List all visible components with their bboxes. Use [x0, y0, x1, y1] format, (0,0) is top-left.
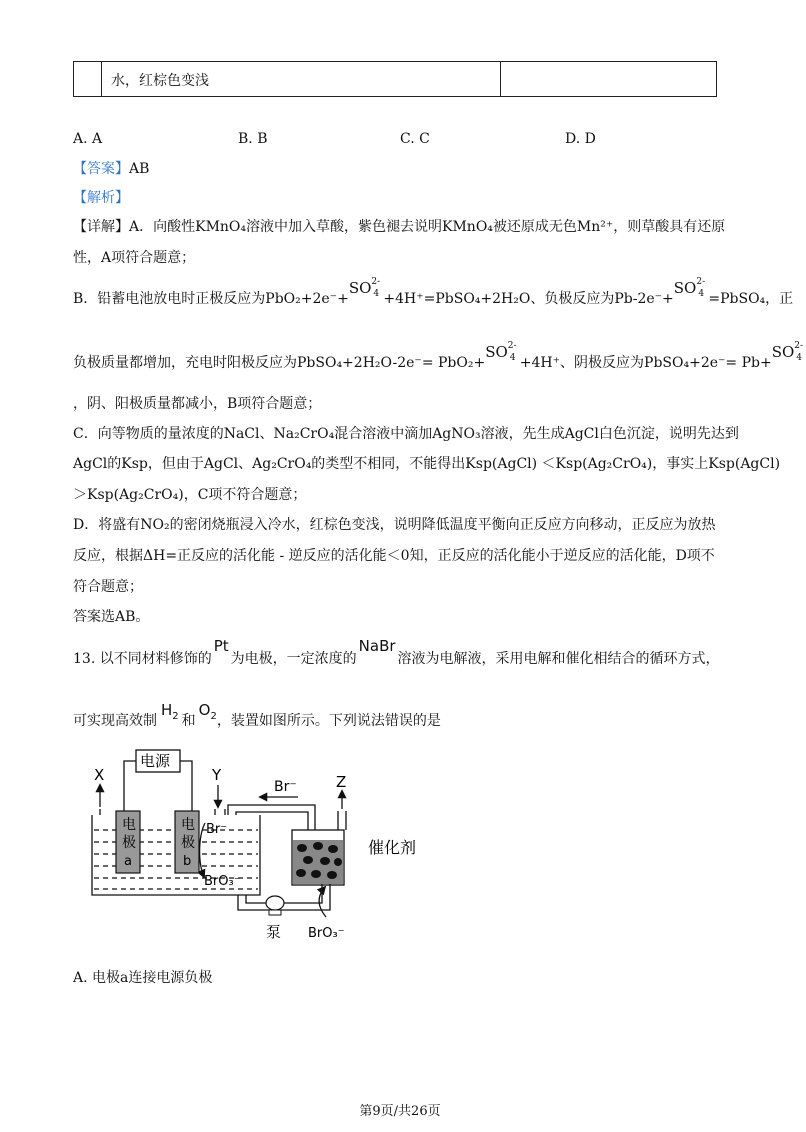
- catalyst-label: 催化剂: [368, 838, 417, 857]
- electrode-b-char-2: 极: [181, 835, 195, 851]
- x-label: X: [94, 766, 105, 784]
- detail-line-8: ＞Ksp(Ag₂CrO₄)，C项不符合题意；: [73, 487, 307, 503]
- detail-line-12: 答案选AB。: [73, 609, 150, 625]
- electrode-a-char-3: a: [124, 854, 132, 869]
- detail-text: B．铅蓄电池放电时正极反应为PbO₂+2e⁻+: [73, 291, 349, 307]
- pump-label: 泵: [266, 923, 282, 941]
- detail-line-6: C．向等物质的量浓度的NaCl、Na₂CrO₄混合溶液中滴加AgNO₃溶液，先生成AgCl白色沉淀，说明先达到: [73, 426, 739, 442]
- sulfate-charge: 2-: [696, 277, 706, 287]
- detail-text: 负极质量都增加，充电时阳极反应为PbSO₄+2H₂O-2e⁻= PbO₂+: [73, 355, 486, 371]
- bro3-out-label: BrO₃⁻: [308, 926, 345, 941]
- return-pipe: [228, 805, 315, 830]
- bro3-in-label: BrO₃⁻: [204, 874, 241, 889]
- detail-line-7: AgCl的Ksp，但由于AgCl、Ag₂CrO₄的类型不相同，不能得出Ksp(AgCl) ＜Ksp(Ag₂CrO₄)，事实上Ksp(AgCl): [73, 456, 781, 472]
- br-top-label: Br⁻: [274, 779, 297, 795]
- option-a: A. A: [73, 131, 103, 147]
- sulfate-base: SO: [485, 343, 508, 361]
- sulfate-formula: [674, 279, 709, 297]
- sulfate-base: SO: [348, 279, 372, 297]
- platinum-symbol: Pt: [213, 637, 229, 655]
- detail-line-3: [73, 277, 794, 308]
- sulfate-formula: [349, 279, 384, 297]
- sulfate-charge: 2-: [794, 341, 804, 351]
- sulfate-base: SO: [673, 279, 697, 297]
- sulfate-formula: [485, 343, 520, 361]
- option-b: B. B: [238, 131, 268, 147]
- choice-a: A. 电极a连接电源负极: [73, 970, 213, 986]
- oxygen-sub: 2: [210, 711, 217, 722]
- detail-line-11: 符合题意；: [73, 579, 143, 595]
- detail-line-9: D．将盛有NO₂的密闭烧瓶浸入冷水，红棕色变浅，说明降低温度平衡向正反应方向移动，正反应为放热: [73, 517, 716, 533]
- analysis-tag: 【解析】: [73, 190, 129, 206]
- pump-base: [269, 910, 281, 915]
- detail-line-4: [73, 341, 806, 372]
- z-label: Z: [336, 773, 347, 791]
- question-text: 13. 以不同材料修饰的: [73, 651, 212, 667]
- answer-table: [73, 61, 717, 97]
- wire-b: [180, 761, 192, 811]
- feed-pipe: [238, 883, 330, 910]
- sodium-bromide-symbol: NaBr: [358, 637, 396, 655]
- table-divider: [101, 62, 102, 96]
- y-label: Y: [212, 766, 222, 784]
- detail-line-10: 反应，根据ΔH=正反应的活化能 - 逆反应的活化能＜0知，正反应的活化能小于逆反应的活化能，D项不: [73, 548, 715, 564]
- detail-text: +4H⁺=PbSO₄+2H₂O、负极反应为Pb-2e⁻+: [383, 291, 674, 307]
- detail-line-5: ，阴、阳极质量都减小，B项符合题意；: [73, 396, 322, 412]
- electrolysis-apparatus-diagram: [70, 745, 450, 945]
- br-to-bro3-arrow: [200, 823, 205, 877]
- pump-body: [266, 896, 284, 910]
- detail-text: +4H⁺、阴极反应为PbSO₄+2e⁻= Pb+: [519, 355, 772, 371]
- sulfate-formula: [772, 343, 806, 361]
- question-text: 溶液为电解液，采用电解和催化相结合的循环方式，: [397, 651, 720, 667]
- power-label: 电源: [140, 752, 171, 770]
- sulfate-sub: 4: [796, 353, 803, 363]
- sulfate-charge: 2-: [507, 341, 517, 351]
- question-13-line-2: [73, 701, 441, 732]
- sulfate-sub: 4: [373, 289, 380, 299]
- option-c: C. C: [400, 131, 430, 147]
- question-text: ，装置如图所示。下列说法错误的是: [216, 713, 441, 729]
- sulfate-charge: 2-: [371, 277, 381, 287]
- oxygen-symbol: O: [198, 701, 211, 719]
- electrode-b-char-1: 电: [181, 817, 195, 833]
- electrode-a-char-2: 极: [122, 835, 136, 851]
- detail-line-1: 【详解】A．向酸性KMnO₄溶液中加入草酸，紫色褪去说明KMnO₄被还原成无色Mn²⁺，则草酸具有还原: [73, 219, 726, 235]
- sulfate-sub: 4: [509, 353, 516, 363]
- table-cell-text: 水，红棕色变浅: [111, 73, 209, 89]
- question-text: 为电极，一定浓度的: [230, 651, 357, 667]
- hydrogen-symbol: H: [161, 701, 173, 719]
- question-13-line-1: [73, 637, 720, 668]
- option-d: D. D: [565, 131, 596, 147]
- br-in-label: Br⁻: [206, 822, 228, 837]
- question-text: 可实现高效制: [73, 713, 157, 729]
- table-divider: [500, 62, 501, 96]
- answer-tag: 【答案】: [73, 161, 129, 177]
- question-text: 和: [181, 713, 196, 729]
- page-footer: 第9页/共26页: [359, 1104, 441, 1119]
- electrode-a-char-1: 电: [122, 817, 136, 833]
- detail-line-2: 性，A项符合题意；: [73, 250, 196, 266]
- answer-value: AB: [129, 161, 150, 177]
- sulfate-base: SO: [771, 343, 795, 361]
- detail-text: =PbSO₄，正: [708, 291, 794, 307]
- wire-a: [124, 761, 136, 811]
- sulfate-sub: 4: [698, 289, 705, 299]
- electrode-b-char-3: b: [183, 854, 192, 869]
- hydrogen-sub: 2: [172, 711, 179, 722]
- answer-line: [73, 160, 149, 178]
